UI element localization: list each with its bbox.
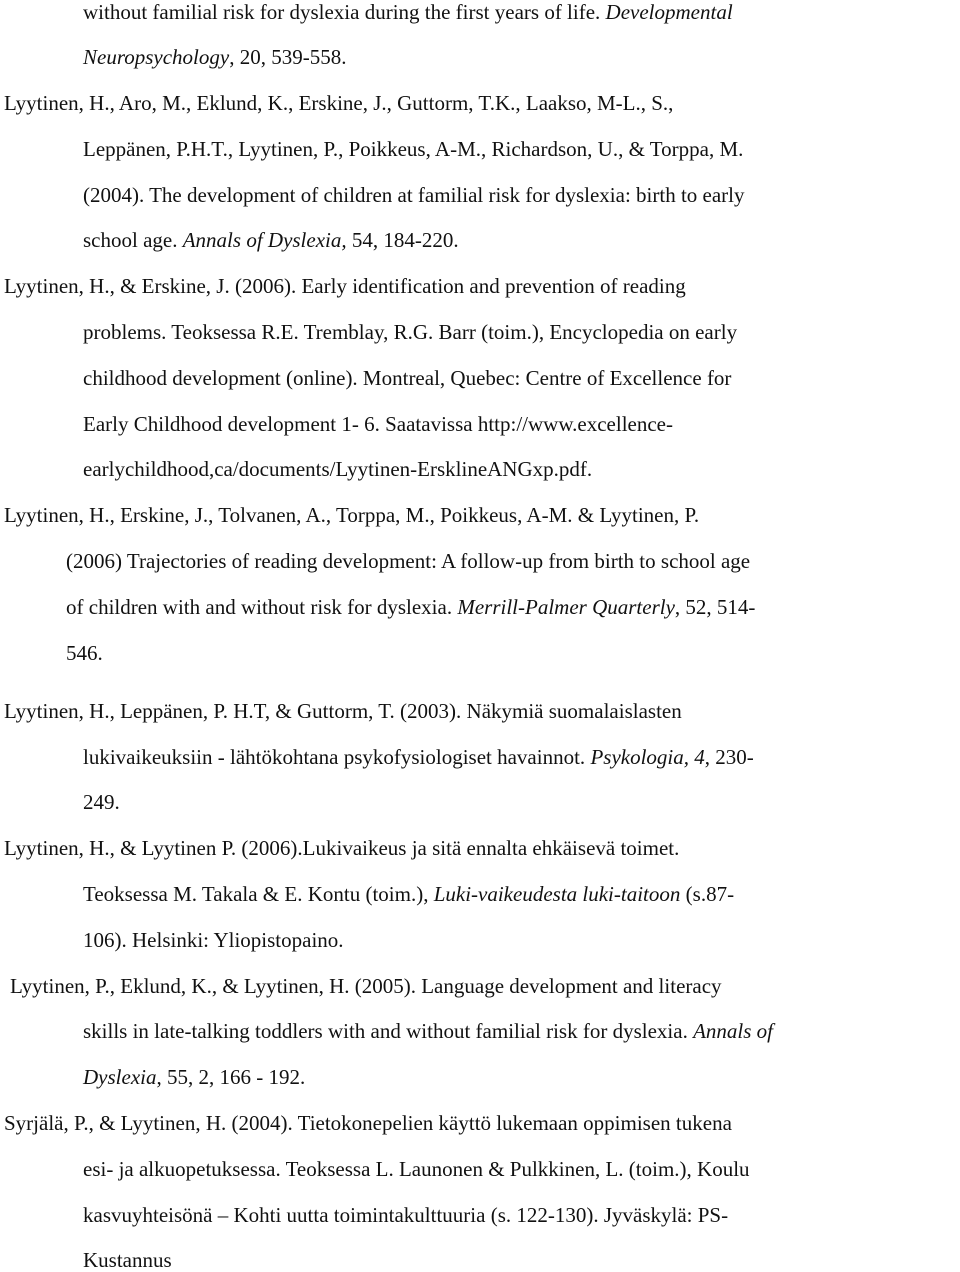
reference-text: Lyytinen, P., Eklund, K., & Lyytinen, H. (2005). Language development and literacy — [10, 974, 722, 998]
reference-text: , 52, 514- — [674, 595, 756, 619]
reference-line — [83, 137, 743, 161]
reference-italic-text: Psykologia, 4 — [590, 745, 705, 769]
reference-text: of children with and without risk for dyslexia. — [66, 595, 458, 619]
reference-text: 546. — [66, 641, 103, 665]
reference-line — [10, 974, 722, 998]
reference-line — [66, 595, 755, 619]
reference-text: , 55, 2, 166 - 192. — [156, 1065, 306, 1089]
reference-text: (s.87- — [680, 882, 735, 906]
reference-line — [4, 1111, 732, 1135]
reference-italic-text: Annals of Dyslexia, — [182, 228, 347, 252]
reference-line — [83, 1065, 305, 1089]
reference-line — [4, 91, 673, 115]
reference-line — [83, 928, 344, 952]
reference-text: Lyytinen, H., Aro, M., Eklund, K., Erskine, J., Guttorm, T.K., Laakso, M-L., S., — [4, 91, 674, 115]
reference-line — [4, 699, 682, 723]
reference-text: 106). Helsinki: Yliopistopaino. — [83, 928, 344, 952]
reference-line — [83, 183, 745, 207]
reference-italic-text: Merrill-Palmer Quarterly — [457, 595, 675, 619]
reference-italic-text: Dyslexia — [83, 1065, 157, 1089]
reference-line — [83, 1019, 773, 1043]
reference-text: (2006) Trajectories of reading development: A follow-up from birth to school age — [66, 549, 751, 573]
reference-italic-text: Annals of — [693, 1019, 773, 1043]
reference-line — [4, 503, 699, 527]
reference-text: kasvuyhteisönä – Kohti uutta toimintakulttuuria (s. 122-130). Jyväskylä: PS- — [83, 1203, 729, 1227]
reference-line — [83, 366, 731, 390]
reference-line — [83, 1157, 750, 1181]
reference-text: Lyytinen, H., Leppänen, P. H.T, & Guttorm, T. (2003). Näkymiä suomalaislasten — [4, 699, 682, 723]
reference-line — [66, 641, 103, 665]
reference-italic-text: Luki-vaikeudesta luki-taitoon — [433, 882, 681, 906]
reference-line — [66, 549, 750, 573]
reference-line — [83, 1248, 172, 1272]
reference-italic-text: Developmental — [605, 0, 733, 24]
reference-line — [83, 790, 120, 814]
reference-line — [83, 1203, 728, 1227]
reference-line — [83, 45, 346, 69]
reference-text: skills in late-talking toddlers with and without familial risk for dyslexia. — [83, 1019, 694, 1043]
reference-line — [83, 0, 733, 24]
reference-text: Kustannus — [83, 1248, 172, 1272]
reference-text: Teoksessa M. Takala & E. Kontu (toim.), — [83, 882, 434, 906]
reference-line — [83, 457, 592, 481]
reference-text: Early Childhood development 1- 6. Saatavissa http://www.excellence- — [83, 412, 673, 436]
reference-text: 54, 184-220. — [346, 228, 459, 252]
reference-text: Leppänen, P.H.T., Lyytinen, P., Poikkeus, A-M., Richardson, U., & Torppa, M. — [83, 137, 744, 161]
reference-line — [83, 882, 734, 906]
reference-italic-text: Neuropsychology — [83, 45, 230, 69]
reference-line — [4, 836, 679, 860]
reference-text: school age. — [83, 228, 183, 252]
reference-text: childhood development (online). Montreal, Quebec: Centre of Excellence for — [83, 366, 732, 390]
reference-line — [83, 228, 459, 252]
reference-text: lukivaikeuksiin - lähtökohtana psykofysiologiset havainnot. — [83, 745, 591, 769]
reference-text: Syrjälä, P., & Lyytinen, H. (2004). Tietokonepelien käyttö lukemaan oppimisen tukena — [4, 1111, 732, 1135]
reference-text: Lyytinen, H., & Erskine, J. (2006). Early identification and prevention of reading — [4, 274, 686, 298]
reference-text: 249. — [83, 790, 120, 814]
reference-text: esi- ja alkuopetuksessa. Teoksessa L. Launonen & Pulkkinen, L. (toim.), Koulu — [83, 1157, 750, 1181]
reference-line — [4, 274, 686, 298]
reference-text: without familial risk for dyslexia during the first years of life. — [83, 0, 606, 24]
reference-text: , 230- — [704, 745, 754, 769]
reference-text: Lyytinen, H., Erskine, J., Tolvanen, A., Torppa, M., Poikkeus, A-M. & Lyytinen, P. — [4, 503, 700, 527]
reference-text: earlychildhood,ca/documents/Lyytinen-ErsklineANGxp.pdf. — [83, 457, 593, 481]
reference-text: , 20, 539-558. — [229, 45, 347, 69]
reference-text: (2004). The development of children at familial risk for dyslexia: birth to early — [83, 183, 745, 207]
reference-line — [83, 412, 673, 436]
reference-line — [83, 745, 754, 769]
reference-text: Lyytinen, H., & Lyytinen P. (2006).Lukivaikeus ja sitä ennalta ehkäisevä toimet. — [4, 836, 680, 860]
reference-text: problems. Teoksessa R.E. Tremblay, R.G. Barr (toim.), Encyclopedia on early — [83, 320, 738, 344]
reference-line — [83, 320, 737, 344]
